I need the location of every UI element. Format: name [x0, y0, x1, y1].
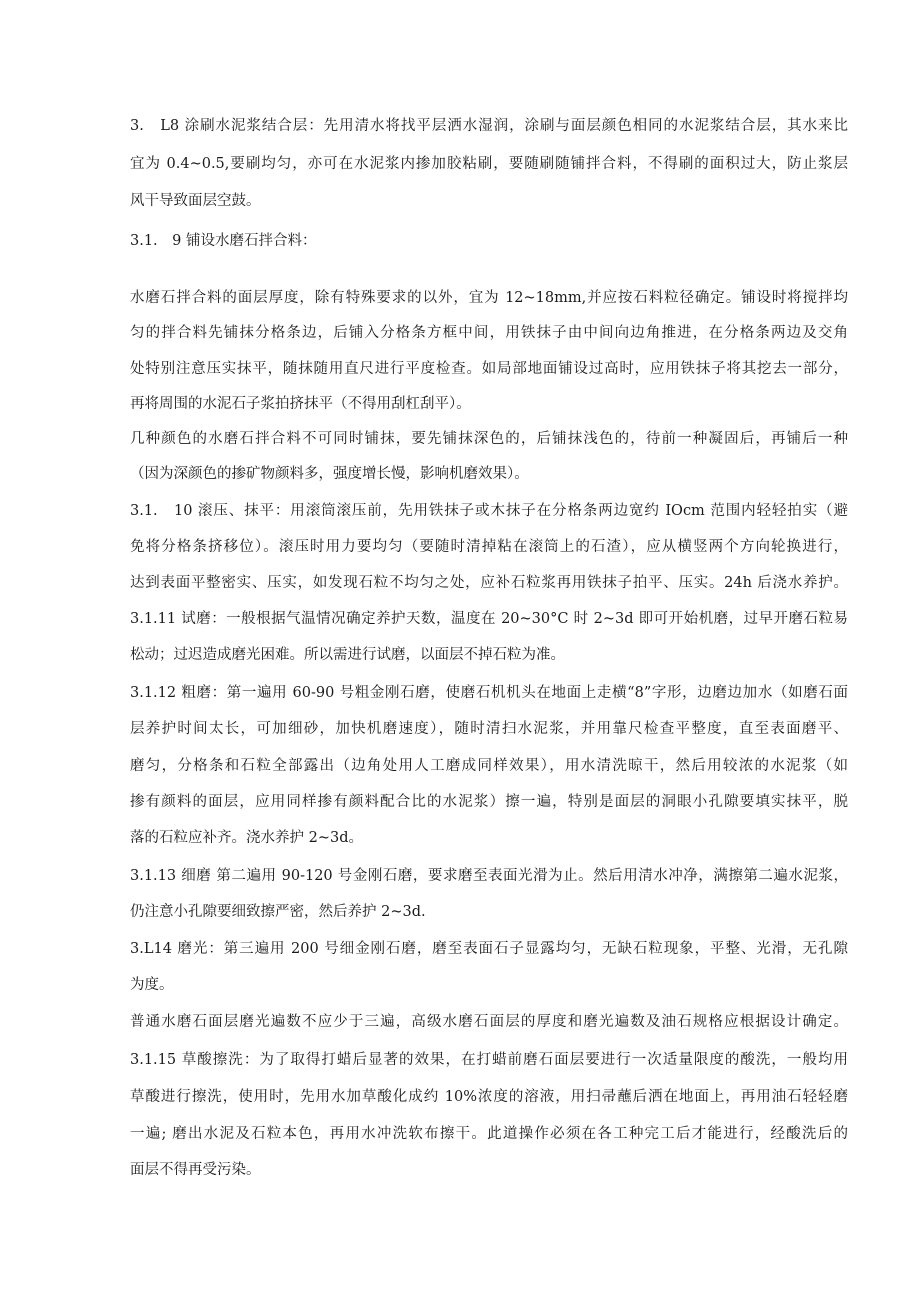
text-line: 再将周围的水泥石子浆拍挤抹平（不得用刮杠刮平）。 [130, 396, 471, 412]
text-line: 落的石粒应补齐。浇水养护 2~3d。 [130, 830, 363, 846]
text-line: 3.L14 磨光：第三遍用 200 号细金刚石磨，磨至表面石子显露均匀，无缺石粒现象，平整、光滑，无孔隙 [130, 941, 848, 957]
text-line: 达到表面平整密实、压实，如发现石粒不均匀之处，应补石粒浆再用铁抹子拍平、压实。24h 后浇水养护。 [130, 575, 848, 591]
text-line: 3. L8 涂刷水泥浆结合层：先用清水将找平层洒水湿润，涂刷与面层颜色相同的水泥浆结合层，其水来比 [130, 118, 848, 134]
text-line: 磨匀，分格条和石粒全部露出（边角处用人工磨成同样效果），用水清洗晾干，然后用较浓的水泥浆（如 [130, 758, 848, 774]
text-line: 处特别注意压实抹平，随抹随用直尺进行平度检查。如局部地面铺设过高时，应用铁抹子将其挖去一部分， [130, 361, 848, 377]
text-line: 免将分格条挤移位）。滚压时用力要均匀（要随时清掉粘在滚筒上的石渣），应从横竖两个方向轮换进行， [130, 539, 848, 555]
text-line: 松动；过迟造成磨光困难。所以需进行试磨，以面层不掉石粒为准。 [130, 647, 565, 663]
text-line: 掺有颜料的面层，应用同样掺有颜料配合比的水泥浆）擦一遍，特别是面层的洞眼小孔隙要填实抹平，脱 [130, 794, 848, 810]
text-line: 风干导致面层空鼓。 [130, 193, 261, 209]
text-line: 匀的拌合料先铺抹分格条边，后铺入分格条方框中间，用铁抹子由中间向边角推进，在分格条两边及交角 [130, 325, 848, 341]
text-line: 一遍; 磨出水泥及石粒本色，再用水冲洗软布擦干。此道操作必须在各工种完工后才能进行，经酸洗后的 [130, 1126, 848, 1142]
text-line: 为度。 [130, 977, 174, 993]
text-line: 3.1. 10 滚压、抹平：用滚筒滚压前，先用铁抹子或木抹子在分格条两边宽约 IOcm 范围内轻轻拍实（避 [130, 503, 848, 519]
text-line: 3.1.12 粗磨：第一遍用 60-90 号粗金刚石磨，使磨石机机头在地面上走横“8”字形，边磨边加水（如磨石面 [130, 685, 848, 701]
text-line: 水磨石拌合料的面层厚度，除有特殊要求的以外，宜为 12~18mm,并应按石料粒径确定。铺设时将搅拌均 [130, 290, 848, 306]
text-line: 面层不得再受污染。 [130, 1162, 261, 1178]
text-line: 3.1.11 试磨：一般根据气温情况确定养护天数，温度在 20~30°C 时 2~3d 即可开始机磨，过早开磨石粒易 [130, 611, 848, 627]
text-line: （因为深颜色的掺矿物颜料多，强度增长慢，影响机磨效果）。 [130, 466, 529, 482]
section-heading: 3.1. 9 铺设水磨石拌合料： [130, 233, 317, 249]
text-line: 草酸进行擦洗，使用时，先用水加草酸化成约 10%浓度的溶液，用扫帚蘸后洒在地面上，再用油石轻轻磨 [130, 1089, 848, 1105]
text-line: 宜为 0.4~0.5,要刷均匀，亦可在水泥浆内掺加胶粘刷，要随刷随铺拌合料，不得刷的面积过大，防止浆层 [130, 156, 848, 172]
text-line: 几种颜色的水磨石拌合料不可同时铺抹，要先铺抹深色的，后铺抹浅色的，待前一种凝固后，再铺后一种 [130, 431, 848, 447]
text-line: 仍注意小孔隙要细致擦严密，然后养护 2~3d. [130, 904, 426, 920]
text-line: 3.1.13 细磨 第二遍用 90-120 号金刚石磨，要求磨至表面光滑为止。然后用清水冲净，满擦第二遍水泥浆， [130, 868, 848, 884]
text-line: 3.1.15 草酸擦洗：为了取得打蜡后显著的效果，在打蜡前磨石面层要进行一次适量限度的酸洗，一般均用 [130, 1052, 848, 1068]
text-line: 层养护时间太长，可加细砂，加快机磨速度），随时清扫水泥浆，并用靠尺检查平整度，直至表面磨平、 [130, 721, 848, 737]
text-line: 普通水磨石面层磨光遍数不应少于三遍，高级水磨石面层的厚度和磨光遍数及油石规格应根据设计确定。 [130, 1014, 848, 1030]
